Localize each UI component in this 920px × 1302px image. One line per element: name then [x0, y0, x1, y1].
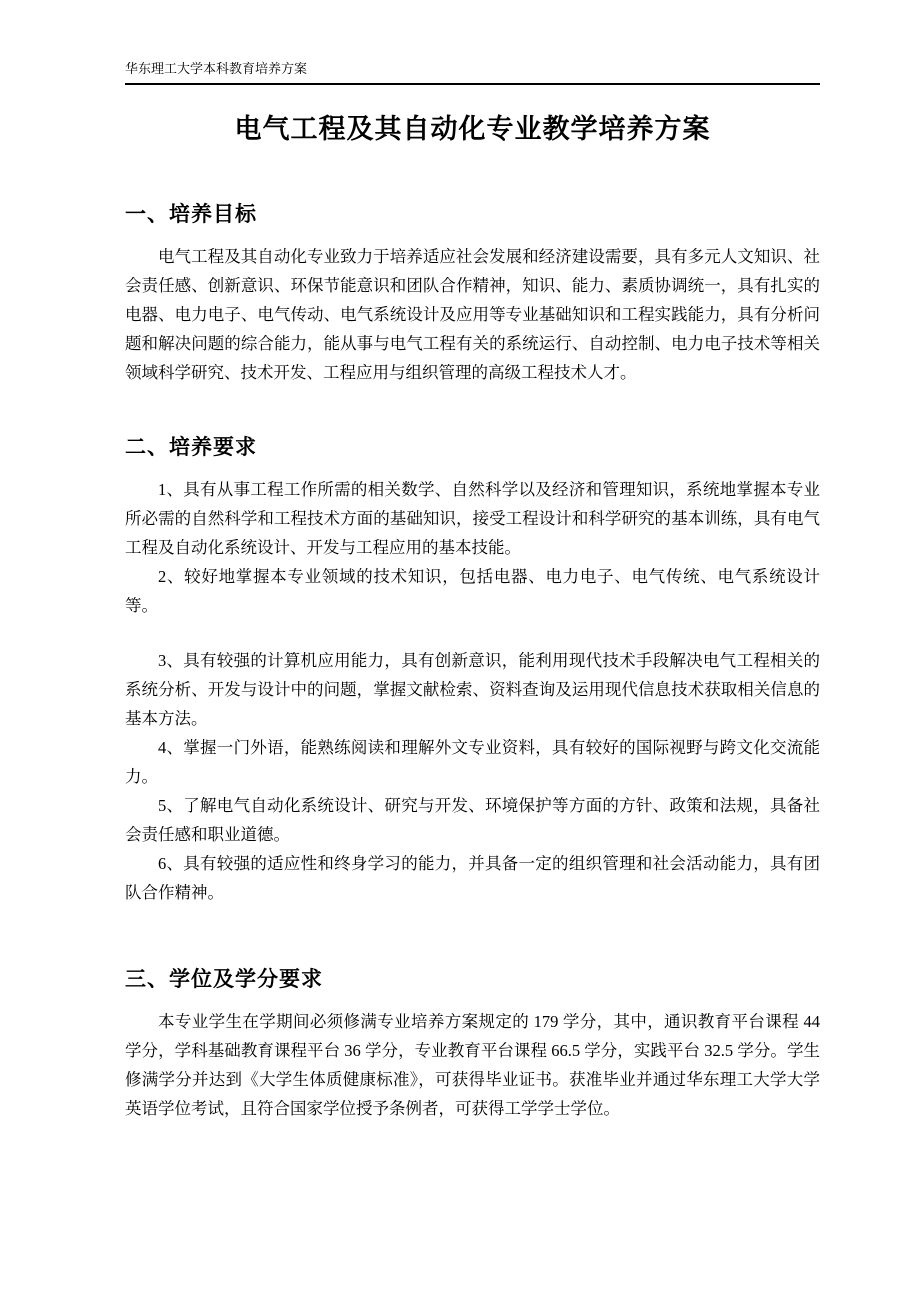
page-header: 华东理工大学本科教育培养方案 [125, 61, 308, 76]
section-heading-training-objectives: 一、培养目标 [125, 203, 257, 226]
section-training-requirements [125, 431, 820, 907]
section-degree-credit-requirements [125, 963, 820, 1123]
paragraph: 本专业学生在学期间必须修满专业培养方案规定的 179 学分，其中，通识教育平台课程 44 学分，学科基础教育课程平台 36 学分，专业教育平台课程 66.5 学分，实践平台 32.5 学分。学生修满学分并达到《大学生体质健康标准》，可获得毕业证书。获准毕业并通过华东理工大学大学英语学位考试，且符合国家学位授予条例者，可获得工学学士学位。 [125, 1012, 820, 1118]
requirement-item-5: 5、了解电气自动化系统设计、研究与开发、环境保护等方面的方针、政策和法规，具备社会责任感和职业道德。 [125, 796, 820, 844]
document-title: 电气工程及其自动化专业教学培养方案 [234, 114, 711, 144]
requirement-item-4: 4、掌握一门外语，能熟练阅读和理解外文专业资料，具有较好的国际视野与跨文化交流能力。 [125, 738, 820, 786]
requirement-item-6: 6、具有较强的适应性和终身学习的能力，并具备一定的组织管理和社会活动能力，具有团队合作精神。 [125, 854, 820, 902]
section-heading-degree-credit-requirements: 三、学位及学分要求 [125, 968, 323, 991]
section-training-objectives [125, 198, 820, 387]
requirement-item-2: 2、较好地掌握本专业领域的技术知识，包括电器、电力电子、电气传统、电气系统设计等。 [125, 567, 820, 615]
section-heading-training-requirements: 二、培养要求 [125, 436, 257, 459]
header-rule [125, 83, 820, 85]
requirement-item-1: 1、具有从事工程工作所需的相关数学、自然科学以及经济和管理知识，系统地掌握本专业所必需的自然科学和工程技术方面的基础知识，接受工程设计和科学研究的基本训练，具有电气工程及自动化系统设计、开发与工程应用的基本技能。 [125, 480, 820, 557]
requirement-item-3: 3、具有较强的计算机应用能力，具有创新意识，能利用现代技术手段解决电气工程相关的系统分析、开发与设计中的问题，掌握文献检索、资料查询及运用现代信息技术获取相关信息的基本方法。 [125, 651, 820, 728]
paragraph: 电气工程及其自动化专业致力于培养适应社会发展和经济建设需要，具有多元人文知识、社会责任感、创新意识、环保节能意识和团队合作精神，知识、能力、素质协调统一，具有扎实的电器、电力电子、电气传动、电气系统设计及应用等专业基础知识和工程实践能力，具有分析问题和解决问题的综合能力，能从事与电气工程有关的系统运行、自动控制、电力电子技术等相关领域科学研究、技术开发、工程应用与组织管理的高级工程技术人才。 [125, 247, 820, 382]
